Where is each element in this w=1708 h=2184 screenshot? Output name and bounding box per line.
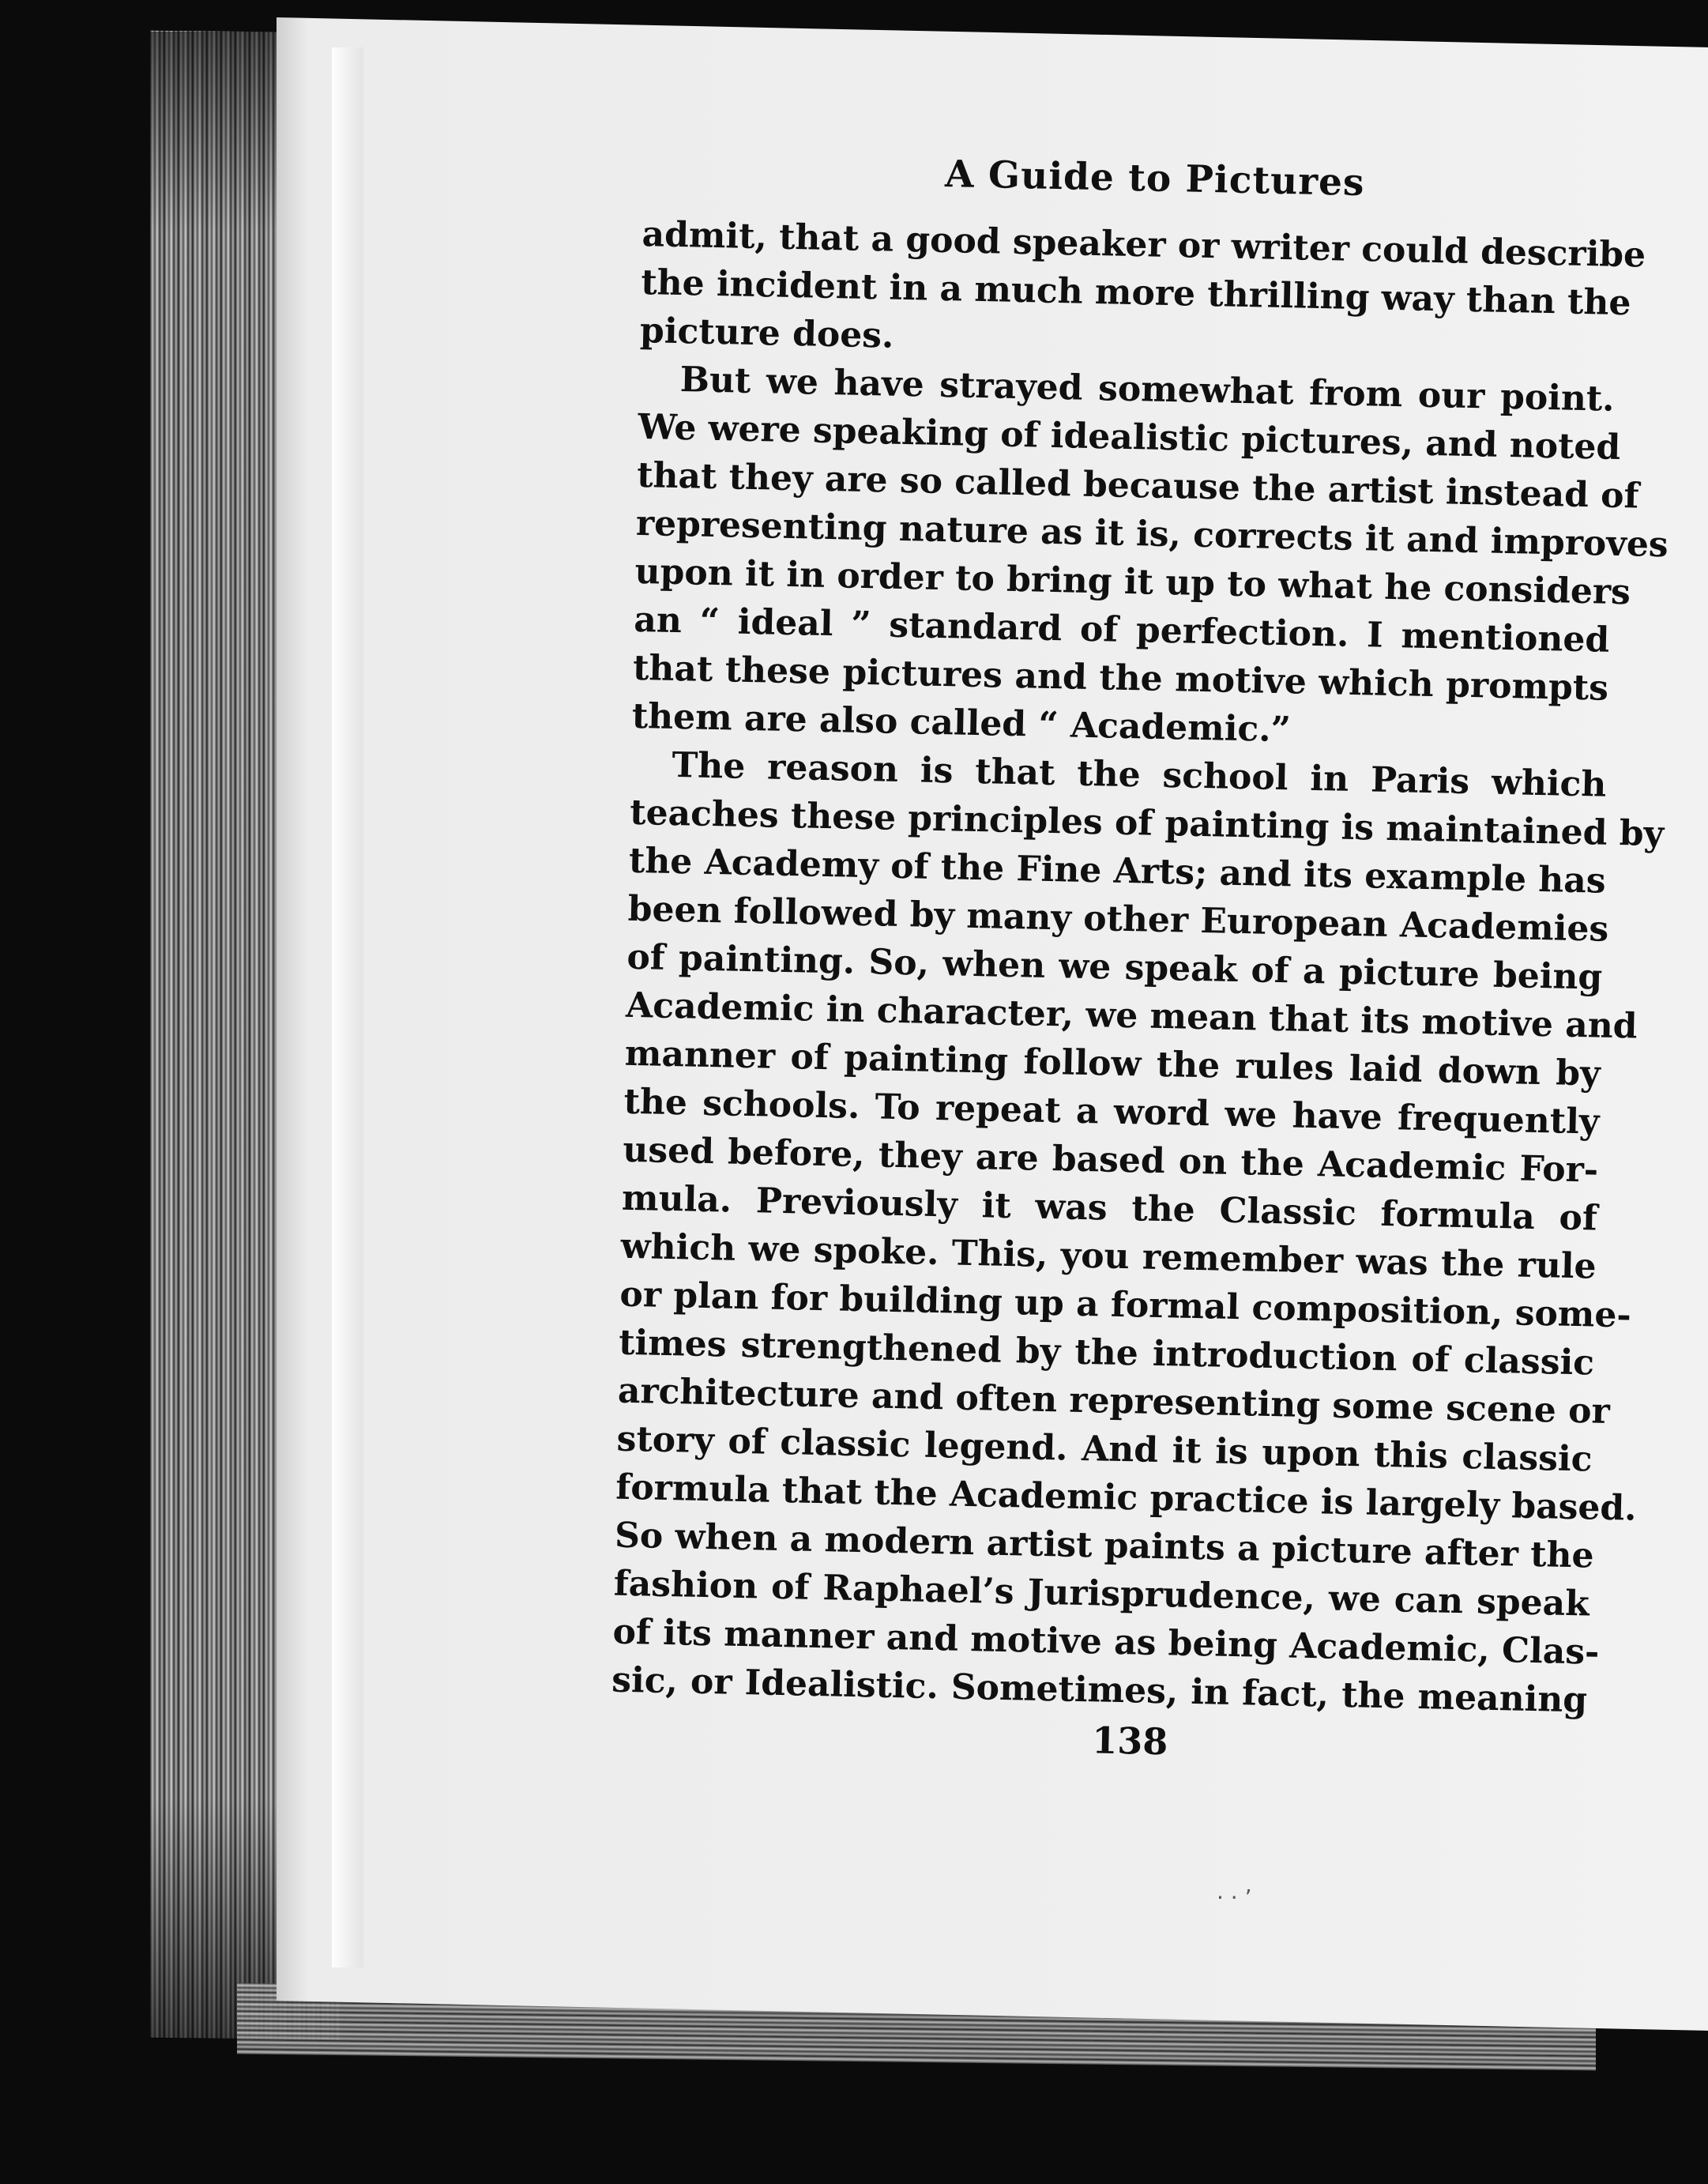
text-line: been followed by many other European Academies <box>627 888 1609 950</box>
text-line: them are also called “ Academic.” <box>631 695 1292 751</box>
text-line: which we spoke. This, you remember was the rule <box>620 1226 1597 1287</box>
text-line: But we have strayed somewhat from our point. <box>679 360 1616 420</box>
text-line: The reason is that the school in Paris which <box>672 744 1607 805</box>
text-line: times strengthened by the introduction of classic <box>618 1322 1595 1384</box>
text-line: formula that the Academic practice is largely based. <box>615 1467 1638 1529</box>
text-line: used before, they are based on the Academic For- <box>622 1129 1599 1191</box>
text-line: teaches these principles of painting is maintained by <box>629 792 1665 855</box>
text-line: the Academy of the Fine Arts; and its example has <box>628 840 1607 902</box>
text-line: architecture and often representing some scene or <box>617 1370 1611 1432</box>
running-head: A Guide to Pictures <box>944 152 1365 205</box>
text-line: of its manner and motive as being Academic, Clas- <box>612 1611 1600 1673</box>
text-line: admit, that a good speaker or writer could describe <box>641 213 1646 276</box>
text-line: We were speaking of idealistic pictures, and noted <box>638 406 1621 468</box>
text-line: or plan for building up a formal composition, some- <box>619 1274 1632 1336</box>
text-line: mula. Previously it was the Classic formula of <box>621 1177 1598 1239</box>
page-text-block <box>610 146 1669 1772</box>
scan-speck: ⋅ ⋅ ’ <box>1217 1885 1252 1911</box>
text-line: representing nature as it is, corrects it and improves <box>635 503 1669 566</box>
body-text <box>611 210 1669 1724</box>
text-line: fashion of Raphael’s Jurisprudence, we can speak <box>613 1563 1590 1625</box>
text-line: manner of painting follow the rules laid down by <box>624 1033 1601 1094</box>
text-line: upon it in order to bring it up to what he considers <box>634 551 1631 613</box>
text-line: an “ ideal ” standard of perfection. I mentioned <box>633 599 1610 661</box>
text-line: picture does. <box>639 310 894 356</box>
text-line: sic, or Idealistic. Sometimes, in fact, the meaning <box>611 1659 1588 1721</box>
text-line: of painting. So, when we speak of a picture being <box>626 936 1603 998</box>
text-line: that they are so called because the artist instead of <box>636 454 1640 517</box>
text-line: the incident in a much more thrilling way than the <box>640 262 1631 324</box>
text-line: So when a modern artist paints a picture after the <box>614 1515 1595 1576</box>
text-line: Academic in character, we mean that its motive and <box>625 985 1638 1047</box>
page-gutter-curl <box>332 47 363 1967</box>
text-line: the schools. To repeat a word we have frequently <box>623 1081 1600 1143</box>
page-number: 138 <box>1091 1719 1168 1764</box>
text-line: that these pictures and the motive which prompts <box>632 647 1609 709</box>
text-line: story of classic legend. And it is upon this classic <box>616 1418 1593 1480</box>
